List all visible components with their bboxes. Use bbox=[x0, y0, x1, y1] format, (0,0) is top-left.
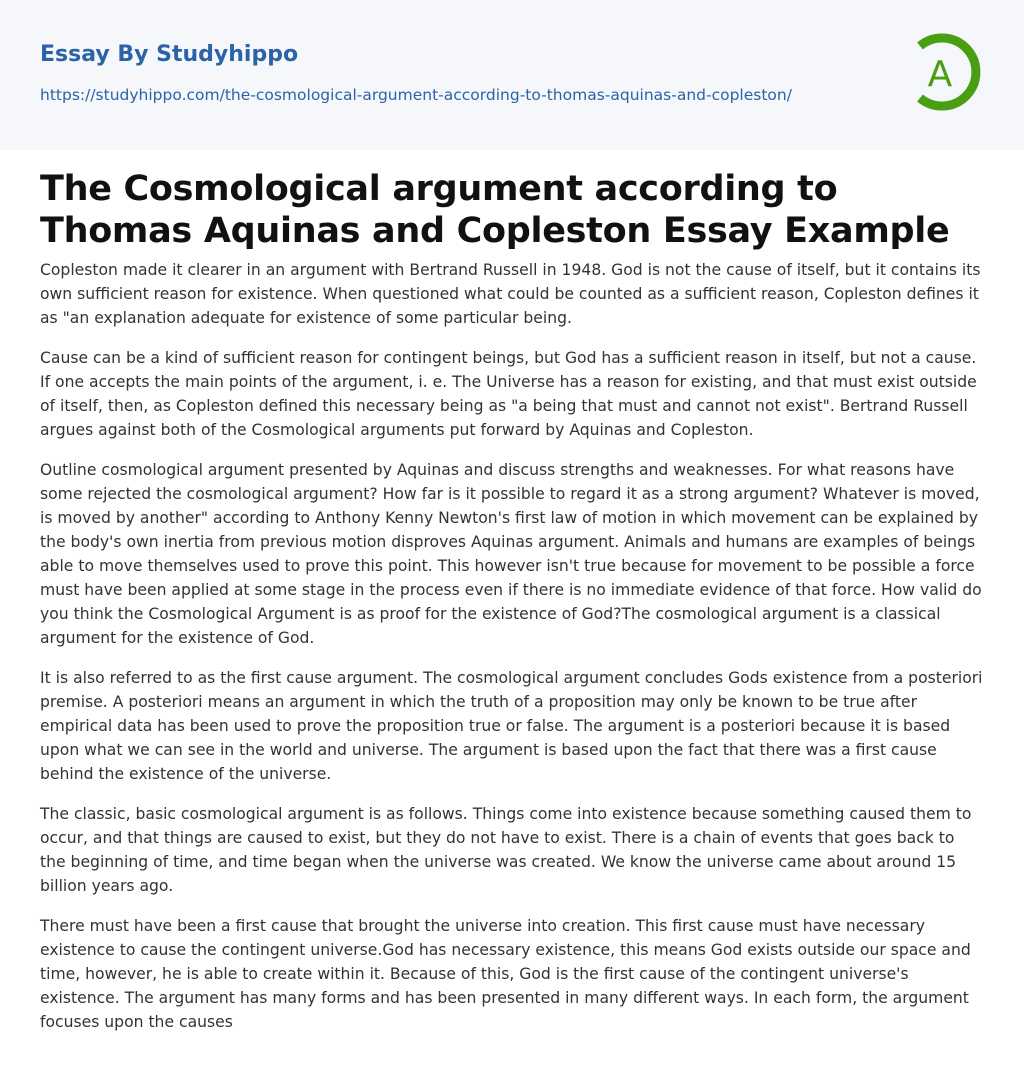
article bbox=[0, 150, 1024, 1070]
article-title: The Cosmological argument according to Thomas Aquinas and Copleston Essay Example bbox=[40, 169, 950, 251]
site-header bbox=[0, 0, 1024, 150]
paragraph: Outline cosmological argument presented by Aquinas and discuss strengths and weaknesses. For what reasons have some rejected the cosmological argument? How far is it possible to regard it as a strong argument? Whatever is moved, is moved by another" according to Anthony Kenny Newton's first law of motion in which movement can be explained by the body's own inertia from previous motion disproves Aquinas argument. Animals and humans are examples of beings able to move themselves used to prove this point. This however isn't true because for movement to be possible a force must have been applied at some stage in the process even if there is no immediate evidence of that force. How valid do you think the Cosmological Argument is as proof for the existence of God?The cosmological argument is a classical argument for the existence of God. bbox=[40, 461, 982, 647]
paragraph: There must have been a first cause that brought the universe into creation. This first cause must have necessary existence to cause the contingent universe.God has necessary existence, this means God exists outside our space and time, however, he is able to create within it. Because of this, God is the first cause of the contingent universe's existence. The argument has many forms and has been presented in many different ways. In each form, the argument focuses upon the causes bbox=[40, 917, 971, 1031]
brand-name: Essay By Studyhippo bbox=[40, 42, 299, 67]
source-url-link[interactable]: https://studyhippo.com/the-cosmological-argument-according-to-thomas-aquinas-and-copleston/ bbox=[40, 86, 792, 104]
svg-text:A: A bbox=[927, 54, 953, 95]
paragraph: Cause can be a kind of sufficient reason for contingent beings, but God has a sufficient reason in itself, but not a cause. If one accepts the main points of the argument, i. e. The Universe has a reason for existing, and that must exist outside of itself, then, as Copleston defined this necessary being as "a being that must and cannot not exist". Bertrand Russell argues against both of the Cosmological arguments put forward by Aquinas and Copleston. bbox=[40, 349, 977, 439]
paragraph: It is also referred to as the first cause argument. The cosmological argument concludes Gods existence from a posteriori premise. A posteriori means an argument in which the truth of a proposition may only be known to be true after empirical data has been used to prove the proposition true or false. The argument is a posteriori because it is based upon what we can see in the world and universe. The argument is based upon the fact that there was a first cause behind the existence of the universe. bbox=[40, 669, 983, 783]
studyhippo-logo-icon[interactable] bbox=[912, 30, 986, 114]
paragraph: The classic, basic cosmological argument is as follows. Things come into existence because something caused them to occur, and that things are caused to exist, but they do not have to exist. There is a chain of events that goes back to the beginning of time, and time began when the universe was created. We know the universe came about around 15 billion years ago. bbox=[40, 805, 972, 895]
paragraph: Copleston made it clearer in an argument with Bertrand Russell in 1948. God is not the cause of itself, but it contains its own sufficient reason for existence. When questioned what could be counted as a sufficient reason, Copleston defines it as "an explanation adequate for existence of some particular being. bbox=[40, 261, 981, 327]
